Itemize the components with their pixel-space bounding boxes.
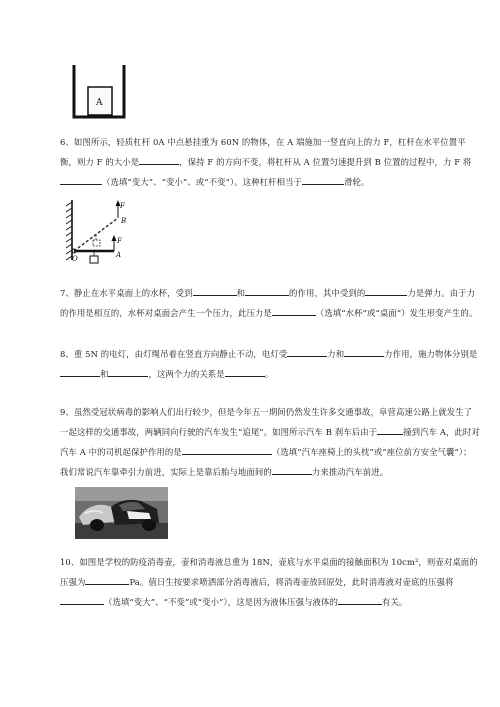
q10-blank-3 bbox=[338, 594, 382, 605]
q6-text-4: 滑轮。 bbox=[344, 177, 370, 187]
q8-text-6: 。 bbox=[264, 369, 274, 379]
q8-text-3: 力作用，施力物体分别是 bbox=[384, 349, 478, 359]
q7-text-3: 的作用，其中受到的 bbox=[289, 288, 366, 298]
block-label-a: A bbox=[96, 98, 103, 108]
q7-text-2: 和 bbox=[236, 288, 246, 298]
q6-text-3: （选填“变大”、“变小”、或“不变”）。这种杠杆相当于 bbox=[102, 177, 303, 187]
lever-label-b: B bbox=[121, 217, 127, 225]
q8-text-1: 8、重 5N 的电灯，由灯绳吊着在竖直方向静止不动，电灯受 bbox=[60, 349, 288, 359]
lever-label-a: A bbox=[116, 251, 122, 259]
q7-blank-4 bbox=[272, 305, 316, 316]
question-8 bbox=[60, 344, 480, 384]
lever-label-f-bottom: F bbox=[117, 237, 122, 245]
q10-text-2: Pa。值日生按要求喷洒部分消毒液后，将消毒壶放回原处，此时消毒液对壶底的压强将 bbox=[129, 577, 454, 587]
q6-blank-3 bbox=[302, 174, 344, 185]
q9-blank-3 bbox=[272, 464, 312, 475]
q9-blank-2 bbox=[182, 444, 272, 455]
q6-blank-2 bbox=[60, 174, 102, 185]
q8-blank-1 bbox=[287, 346, 327, 357]
lever-figure bbox=[64, 196, 134, 268]
q10-text-3: （选填“变大”、“不变”或“变小”），这是因为液体压强与液体的 bbox=[104, 597, 338, 607]
q9-text-1: 9、虽然受冠状病毒的影响人们出行较少，但是今年五一期间仍然发生许多交通事故，阜营高速公路上就发生了一起这样的交通事故，两辆同向行驶的汽车发生“追尾”。如图所示汽车 B 刹车后由于 bbox=[60, 407, 473, 437]
q7-blank-1 bbox=[193, 285, 237, 296]
q10-blank-1 bbox=[85, 574, 129, 585]
lever-label-o: O bbox=[72, 255, 78, 263]
question-6 bbox=[60, 132, 480, 192]
question-10 bbox=[60, 552, 480, 612]
q9-blank-1 bbox=[377, 424, 403, 435]
q7-blank-3 bbox=[365, 285, 407, 296]
q7-blank-2 bbox=[245, 285, 289, 296]
q9-text-4: 力来推动汽车前进。 bbox=[311, 467, 389, 477]
q9-text-3: （选填“汽车座椅上的头枕”或“座位前方安全气囊”）；我们常说汽车靠牵引力前进，实际上是靠后胎与地面间的 bbox=[60, 447, 472, 477]
car-collision-photo bbox=[75, 487, 168, 539]
cup-figure bbox=[70, 63, 128, 121]
q8-blank-3 bbox=[60, 366, 100, 377]
q8-text-2: 力和 bbox=[327, 349, 345, 359]
q8-text-4: 和 bbox=[100, 369, 109, 379]
q9-text-2: 撞到汽车 A，此时对汽车 A 中的司机起保护作用的是 bbox=[60, 427, 480, 457]
question-7 bbox=[60, 283, 480, 323]
q7-text-4: 力是弹力。由于力的作用是相互的，水杯对桌面会产生一个压力，此压力是 bbox=[60, 288, 476, 318]
q7-text-5: （选填“水杯”或“桌面”）发生形变产生的。 bbox=[315, 308, 478, 318]
question-9 bbox=[60, 402, 480, 482]
q8-text-5: ，这两个力的关系是 bbox=[148, 369, 225, 379]
q8-blank-2 bbox=[344, 346, 384, 357]
q6-blank-1 bbox=[139, 154, 179, 165]
q8-blank-5 bbox=[225, 366, 265, 377]
q6-text-1: 6、如图所示，轻质杠杆 0A 中点悬挂重为 60N 的物体，在 A 端施加一竖直向上的力 F，杠杆在水平位置平衡，则力 F 的大小是 bbox=[60, 137, 466, 167]
q6-text-2: ，保持 F 的方向不变，将杠杆从 A 位置匀速提升到 B 位置的过程中，力 F 将 bbox=[179, 157, 472, 167]
lever-label-f-top: F bbox=[120, 202, 125, 210]
q7-text-1: 7、静止在水平桌面上的水杯，受到 bbox=[60, 288, 193, 298]
q8-blank-4 bbox=[108, 366, 148, 377]
q10-text-4: 有关。 bbox=[381, 597, 408, 607]
q10-blank-2 bbox=[60, 594, 104, 605]
q10-text-1: 10、如图是学校的防疫消毒壶，壶和消毒液总重为 18N，壶底与水平桌面的接触面积为 10cm²，则壶对桌面的压强为 bbox=[60, 557, 478, 587]
